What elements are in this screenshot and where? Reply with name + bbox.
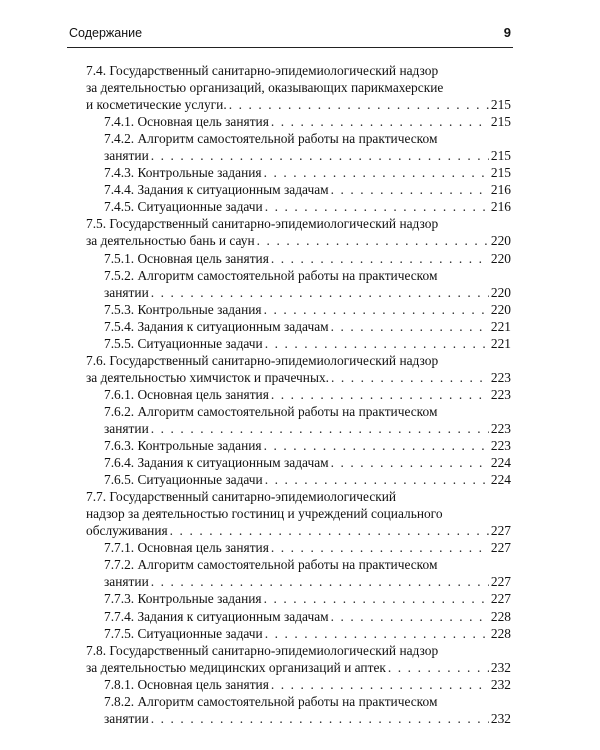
header-title: Содержание (69, 26, 143, 40)
entry-title: занятии (104, 420, 149, 436)
entry-title: 7.8.1. Основная цель занятия (104, 676, 269, 692)
entry-title-part: 7.7. Государственный санитарно-эпидемиологический (86, 489, 397, 505)
entry-page-number: 228 (490, 608, 511, 624)
toc-subentry (86, 573, 511, 590)
entry-title: 7.4.3. Контрольные задания (104, 165, 262, 181)
entry-page-number: 223 (490, 369, 511, 385)
toc-subentry (86, 198, 511, 215)
toc-subentry (86, 420, 511, 437)
toc-entry-line (86, 505, 511, 522)
entry-title: и косметические услуги. (86, 97, 227, 113)
entry-title: 7.4.5. Ситуационные задачи (104, 199, 263, 215)
dot-leader (264, 437, 489, 454)
entry-page-number: 223 (490, 438, 511, 454)
entry-page-number: 221 (490, 335, 511, 351)
toc-subentry (86, 284, 511, 301)
entry-title: 7.4.1. Основная цель занятия (104, 114, 269, 130)
entry-page-number: 221 (490, 318, 511, 334)
dot-leader (331, 369, 489, 386)
toc-subentry (86, 318, 511, 335)
toc-subentry (86, 454, 511, 471)
toc-subentry (86, 164, 511, 181)
dot-leader (265, 625, 489, 642)
entry-title: 7.5.4. Задания к ситуационным задачам (104, 318, 329, 334)
entry-page-number: 232 (490, 659, 511, 675)
dot-leader (331, 608, 489, 625)
dot-leader (257, 232, 489, 249)
toc-subentry (86, 250, 511, 267)
toc-entry (86, 522, 511, 539)
toc-subentry-line (86, 130, 511, 147)
entry-title-part: 7.4.2. Алгоритм самостоятельной работы на практическом (104, 131, 438, 147)
dot-leader (331, 318, 489, 335)
entry-title-part: 7.5. Государственный санитарно-эпидемиологический надзор (86, 216, 439, 232)
dot-leader (151, 573, 489, 590)
entry-title: 7.7.4. Задания к ситуационным задачам (104, 608, 329, 624)
toc-subentry (86, 147, 511, 164)
entry-page-number: 224 (490, 455, 511, 471)
entry-page-number: 220 (490, 250, 511, 266)
dot-leader (170, 522, 489, 539)
dot-leader (229, 96, 489, 113)
toc-entry (86, 96, 511, 113)
entry-page-number: 227 (490, 591, 511, 607)
entry-page-number: 216 (490, 182, 511, 198)
entry-title: 7.5.3. Контрольные задания (104, 301, 262, 317)
entry-title-part: 7.8.2. Алгоритм самостоятельной работы на практическом (104, 693, 438, 709)
entry-title: занятии (104, 148, 149, 164)
toc-entry (86, 369, 511, 386)
dot-leader (264, 590, 489, 607)
entry-title: за деятельностью химчисток и прачечных. (86, 369, 329, 385)
toc-subentry (86, 710, 511, 727)
toc-entry-line (86, 79, 511, 96)
entry-title-part: надзор за деятельностью гостиниц и учреждений социального (86, 506, 443, 522)
dot-leader (271, 539, 489, 556)
entry-page-number: 227 (490, 574, 511, 590)
toc-subentry (86, 437, 511, 454)
dot-leader (264, 164, 489, 181)
toc-entry-line (86, 215, 511, 232)
toc-entry (86, 659, 511, 676)
entry-title: 7.6.4. Задания к ситуационным задачам (104, 455, 329, 471)
toc-subentry (86, 539, 511, 556)
entry-title-part: 7.8. Государственный санитарно-эпидемиологический надзор (86, 642, 439, 658)
toc-entry (86, 232, 511, 249)
entry-page-number: 228 (490, 625, 511, 641)
entry-page-number: 220 (490, 233, 511, 249)
entry-page-number: 223 (490, 420, 511, 436)
toc-entry-line (86, 488, 511, 505)
dot-leader (151, 420, 489, 437)
toc-subentry (86, 386, 511, 403)
dot-leader (331, 454, 489, 471)
entry-title-part: 7.7.2. Алгоритм самостоятельной работы на практическом (104, 557, 438, 573)
entry-page-number: 224 (490, 472, 511, 488)
dot-leader (265, 335, 489, 352)
entry-page-number: 215 (490, 165, 511, 181)
dot-leader (265, 198, 489, 215)
toc-subentry (86, 608, 511, 625)
toc-subentry (86, 590, 511, 607)
toc-subentry-line (86, 267, 511, 284)
entry-title-part: 7.6. Государственный санитарно-эпидемиологический надзор (86, 352, 439, 368)
toc-subentry (86, 625, 511, 642)
dot-leader (264, 301, 489, 318)
entry-title: 7.5.5. Ситуационные задачи (104, 335, 263, 351)
entry-title: 7.4.4. Задания к ситуационным задачам (104, 182, 329, 198)
entry-title: 7.6.3. Контрольные задания (104, 438, 262, 454)
dot-leader (271, 386, 489, 403)
toc-subentry-line (86, 403, 511, 420)
dot-leader (388, 659, 489, 676)
toc-subentry (86, 301, 511, 318)
entry-title-part: 7.5.2. Алгоритм самостоятельной работы на практическом (104, 267, 438, 283)
entry-page-number: 220 (490, 284, 511, 300)
running-header (67, 23, 513, 45)
entry-title: 7.6.5. Ситуационные задачи (104, 472, 263, 488)
entry-title: занятии (104, 710, 149, 726)
entry-title-part: 7.6.2. Алгоритм самостоятельной работы на практическом (104, 403, 438, 419)
toc-subentry (86, 181, 511, 198)
toc-entry-line (86, 642, 511, 659)
entry-title: занятии (104, 574, 149, 590)
dot-leader (271, 250, 489, 267)
dot-leader (151, 147, 489, 164)
entry-title: за деятельностью бань и саун (86, 233, 255, 249)
dot-leader (271, 113, 489, 130)
toc-subentry (86, 113, 511, 130)
entry-page-number: 216 (490, 199, 511, 215)
entry-page-number: 215 (490, 97, 511, 113)
dot-leader (265, 471, 489, 488)
entry-page-number: 232 (490, 710, 511, 726)
entry-title: обслуживания (86, 523, 168, 539)
entry-page-number: 223 (490, 386, 511, 402)
entry-title: занятии (104, 284, 149, 300)
entry-page-number: 232 (490, 676, 511, 692)
entry-title: 7.7.3. Контрольные задания (104, 591, 262, 607)
entry-title-part: 7.4. Государственный санитарно-эпидемиологический надзор (86, 63, 439, 78)
entry-title: 7.7.5. Ситуационные задачи (104, 625, 263, 641)
toc-subentry (86, 676, 511, 693)
dot-leader (271, 676, 489, 693)
entry-page-number: 227 (490, 540, 511, 556)
toc-subentry (86, 471, 511, 488)
entry-title-part: за деятельностью организаций, оказывающих парикмахерские (86, 80, 444, 96)
entry-page-number: 227 (490, 523, 511, 539)
toc-subentry-line (86, 693, 511, 710)
table-of-contents (86, 62, 511, 727)
toc-subentry (86, 335, 511, 352)
dot-leader (151, 284, 489, 301)
page-number: 9 (503, 25, 511, 40)
dot-leader (151, 710, 489, 727)
entry-title: 7.5.1. Основная цель занятия (104, 250, 269, 266)
entry-page-number: 215 (490, 114, 511, 130)
toc-entry-line (86, 352, 511, 369)
entry-title: 7.6.1. Основная цель занятия (104, 386, 269, 402)
entry-title: за деятельностью медицинских организаций и аптек (86, 659, 386, 675)
header-rule (67, 47, 513, 48)
toc-subentry-line (86, 556, 511, 573)
dot-leader (331, 181, 489, 198)
entry-page-number: 215 (490, 148, 511, 164)
entry-title: 7.7.1. Основная цель занятия (104, 540, 269, 556)
toc-entry-line (86, 62, 511, 79)
entry-page-number: 220 (490, 301, 511, 317)
